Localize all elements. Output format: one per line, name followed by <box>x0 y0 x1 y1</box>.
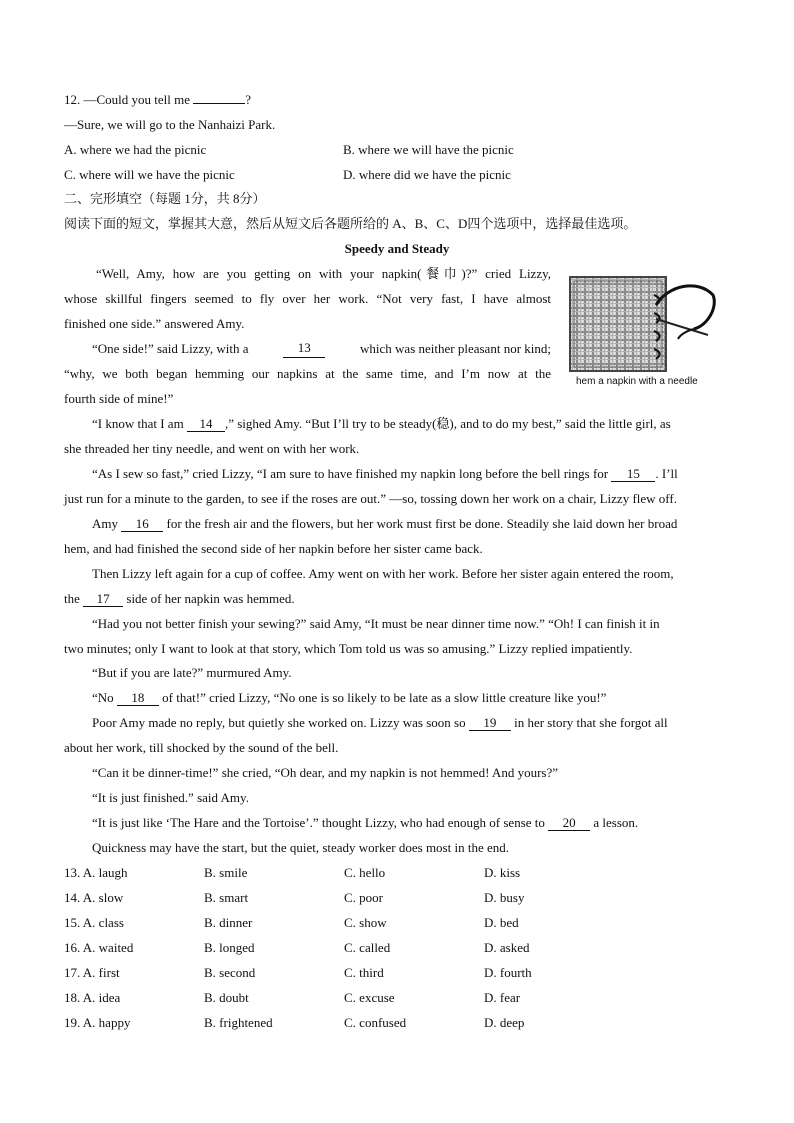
blank-17: 17 <box>83 591 123 607</box>
passage-p9-text-a: “No <box>92 690 117 705</box>
passage-p8: “But if you are late?” murmured Amy. <box>92 665 292 680</box>
choice-19-c: C. confused <box>344 1015 407 1030</box>
passage-p4-text-b: . I’ll <box>655 466 678 481</box>
q12-question-end: ? <box>245 92 252 107</box>
passage-p6-text-b: side of her napkin was hemmed. <box>123 591 295 606</box>
passage-p2-text-b: which was neither pleasant nor kind; <box>356 341 551 356</box>
passage-p3-line1 <box>92 415 671 433</box>
passage-p3-text-b: ,” sighed Amy. “But I’ll try to be steady(稳), and to do my best,” said the little girl, as <box>224 416 671 431</box>
passage-p9-text-b: of that!” cried Lizzy, “No one is so likely to be late as a slow little creature like you!” <box>158 690 607 705</box>
passage-p5-line2: hem, and had finished the second side of her napkin before her sister came back. <box>64 541 483 556</box>
passage-p6-line1: Then Lizzy left again for a cup of coffee. Amy went on with her work. Before her sister again entered the room, <box>92 566 674 581</box>
passage-p13 <box>92 814 638 832</box>
passage-p13-text-b: a lesson. <box>590 815 639 830</box>
napkin-hemming-illustration <box>568 275 718 375</box>
image-caption: hem a napkin with a needle <box>576 376 698 387</box>
passage-p11: “Can it be dinner-time!” she cried, “Oh dear, and my napkin is not hemmed! And yours?” <box>92 765 558 780</box>
section-heading: 二、完形填空（每题 1分，共 8分） <box>64 191 266 206</box>
passage-p2-text-a: “One side!” said Lizzy, with a <box>92 341 252 356</box>
choice-19-a: 19. A. happy <box>64 1015 131 1030</box>
passage-p2-line1 <box>92 340 551 358</box>
passage-p3-line2: she threaded her tiny needle, and went on with her work. <box>64 441 360 456</box>
choice-19-b: B. frightened <box>204 1015 273 1030</box>
passage-title: Speedy and Steady <box>344 241 450 256</box>
q12-option-c: C. where will we have the picnic <box>64 167 235 182</box>
choice-17-d: D. fourth <box>484 965 532 980</box>
passage-p10-line2: about her work, till shocked by the sound of the bell. <box>64 740 339 755</box>
choice-18-c: C. excuse <box>344 990 395 1005</box>
choice-18-d: D. fear <box>484 990 521 1005</box>
choice-15-a: 15. A. class <box>64 915 124 930</box>
choice-13-d: D. kiss <box>484 865 521 880</box>
choice-16-b: B. longed <box>204 940 255 955</box>
choice-14-c: C. poor <box>344 890 383 905</box>
q12-option-d: D. where did we have the picnic <box>343 167 511 182</box>
blank-13: 13 <box>283 340 325 358</box>
passage-p6-line2 <box>64 590 295 608</box>
passage-p2-line2: “why, we both began hemming our napkins at the same time, and I’m now at the <box>64 366 551 381</box>
blank-15: 15 <box>611 466 655 482</box>
passage-p10-text-b: in her story that she forgot all <box>510 715 668 730</box>
q12-option-b: B. where we will have the picnic <box>343 142 514 157</box>
passage-p6-text-a: the <box>64 591 84 606</box>
q12-option-a: A. where we had the picnic <box>64 142 207 157</box>
passage-p5-line1 <box>92 515 677 533</box>
passage-p10-line1 <box>92 714 668 732</box>
q12-response: —Sure, we will go to the Nanhaizi Park. <box>64 117 276 132</box>
passage-p1-line2: whose skillful fingers seemed to fly over her work. “Not very fast, I have almost <box>64 291 551 306</box>
passage-p13-text-a: “It is just like ‘The Hare and the Tortoise’.” thought Lizzy, who had enough of sense to <box>92 815 549 830</box>
choice-15-b: B. dinner <box>204 915 253 930</box>
passage-p5-text-b: for the fresh air and the flowers, but her work must first be done. Steadily she laid down her broad <box>163 516 678 531</box>
choice-17-a: 17. A. first <box>64 965 120 980</box>
passage-p7-line2: two minutes; only I want to look at that story, which Tom told us was so amusing.” Lizzy replied impatiently. <box>64 641 633 656</box>
choice-17-c: C. third <box>344 965 384 980</box>
passage-p10-text-a: Poor Amy made no reply, but quietly she worked on. Lizzy was soon so <box>92 715 469 730</box>
blank-14: 14 <box>187 416 225 432</box>
q12-question <box>64 91 251 109</box>
choice-13-c: C. hello <box>344 865 386 880</box>
choice-19-d: D. deep <box>484 1015 525 1030</box>
choice-15-c: C. show <box>344 915 387 930</box>
choice-13-b: B. smile <box>204 865 248 880</box>
napkin-needle-icon <box>568 275 718 375</box>
blank-20: 20 <box>548 815 590 831</box>
passage-p4-text-a: “As I sew so fast,” cried Lizzy, “I am sure to have finished my napkin long before the bell rings for <box>92 466 612 481</box>
choice-18-a: 18. A. idea <box>64 990 121 1005</box>
passage-p1-line3: finished one side.” answered Amy. <box>64 316 245 331</box>
choice-14-a: 14. A. slow <box>64 890 124 905</box>
choice-14-b: B. smart <box>204 890 249 905</box>
choice-15-d: D. bed <box>484 915 519 930</box>
q12-blank <box>193 103 245 104</box>
choice-14-d: D. busy <box>484 890 525 905</box>
passage-p4-line2: just run for a minute to the garden, to see if the roses are out.” —so, tossing down her work on a chair, Lizzy flew off. <box>64 491 677 506</box>
choice-18-b: B. doubt <box>204 990 249 1005</box>
passage-p9 <box>92 689 606 707</box>
passage-p14: Quickness may have the start, but the quiet, steady worker does most in the end. <box>92 840 509 855</box>
choice-16-a: 16. A. waited <box>64 940 134 955</box>
choice-13-a: 13. A. laugh <box>64 865 128 880</box>
blank-19: 19 <box>469 715 511 731</box>
passage-p3-text-a: “I know that I am <box>92 416 187 431</box>
passage-p2-line3: fourth side of mine!” <box>64 391 174 406</box>
section-instructions: 阅读下面的短文，掌握其大意，然后从短文后各题所给的 A、B、C、D四个选项中，选择最佳选项。 <box>64 216 637 231</box>
choice-17-b: B. second <box>204 965 256 980</box>
q12-question-text: 12. —Could you tell me <box>64 92 194 107</box>
passage-p7-line1: “Had you not better finish your sewing?” said Amy, “It must be near dinner time now.” “Oh! I can finish it in <box>92 616 660 631</box>
choice-16-c: C. called <box>344 940 391 955</box>
passage-p1-line1: “Well, Amy, how are you getting on with your napkin(餐巾)?” cried Lizzy, <box>96 266 551 281</box>
blank-18: 18 <box>117 690 159 706</box>
passage-p5-text-a: Amy <box>92 516 122 531</box>
choice-16-d: D. asked <box>484 940 530 955</box>
passage-p12: “It is just finished.” said Amy. <box>92 790 249 805</box>
passage-p4-line1 <box>92 465 678 483</box>
blank-16: 16 <box>121 516 163 532</box>
